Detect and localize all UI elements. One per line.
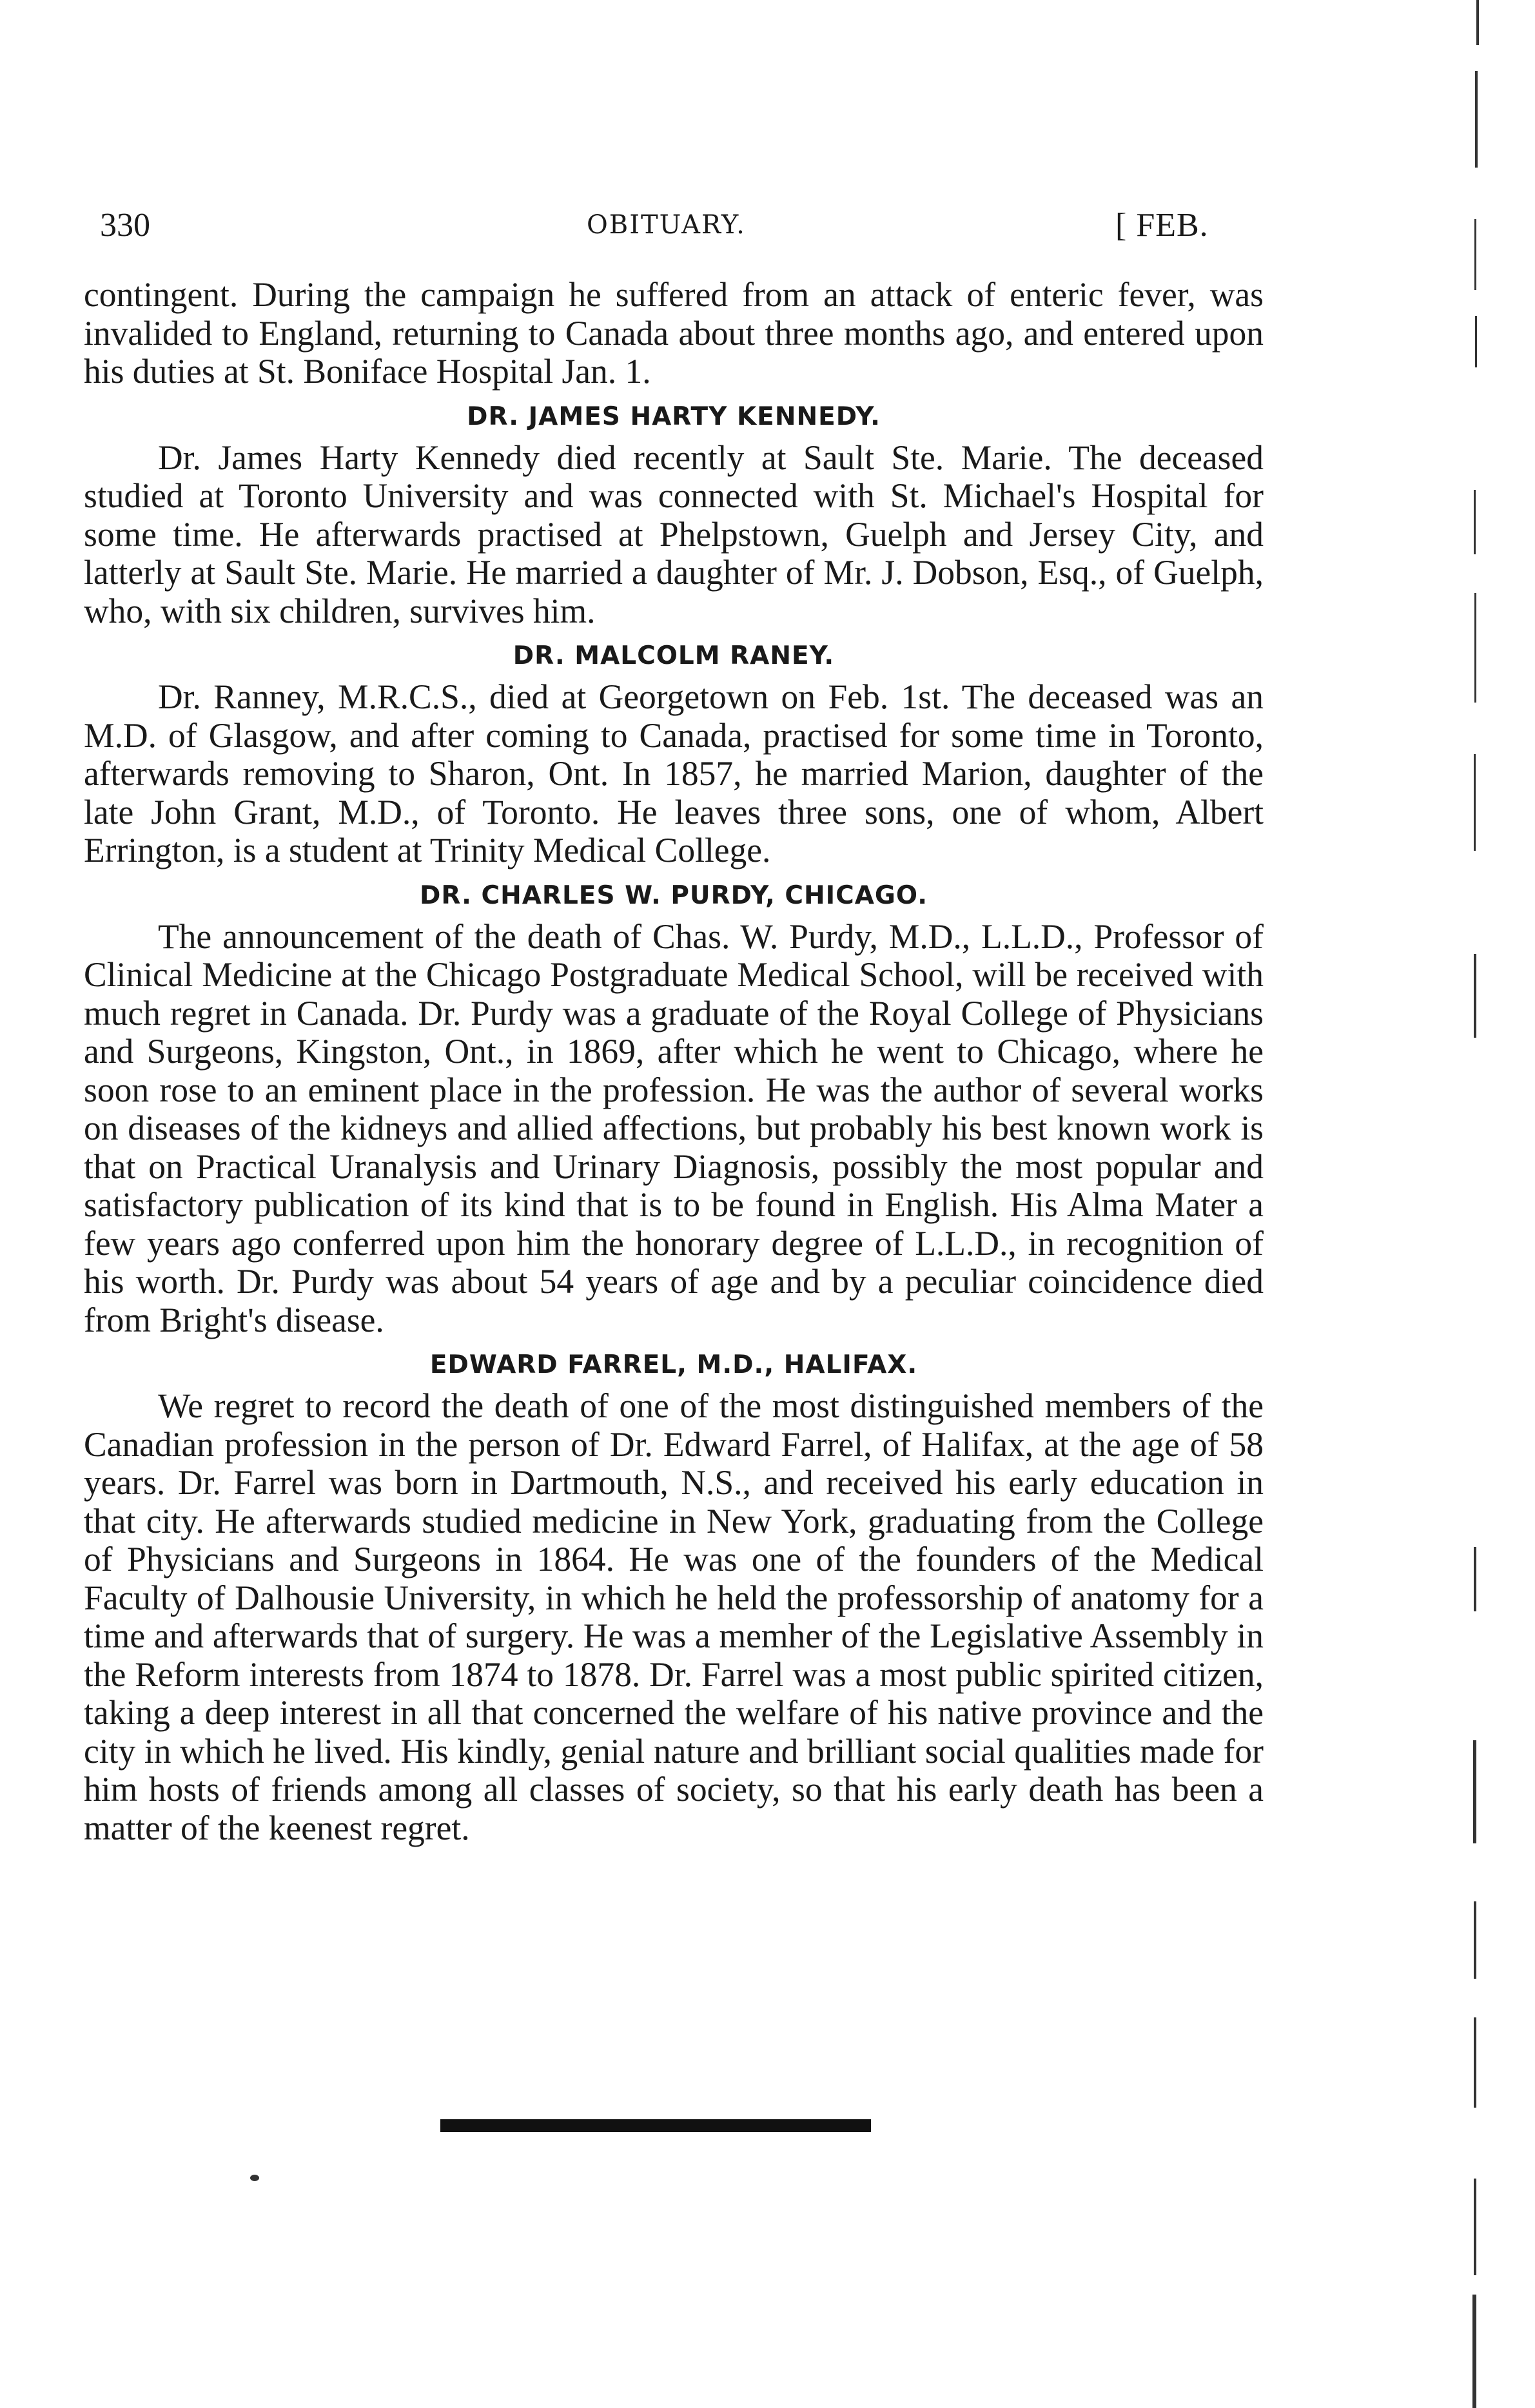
section-title: OBITUARY. <box>587 210 746 240</box>
scan-margin-mark <box>1473 1740 1476 1843</box>
scan-margin-mark <box>1475 71 1478 168</box>
scan-margin-mark <box>1474 2017 1476 2108</box>
obituary-heading-kennedy: DR. JAMES HARTY KENNEDY. <box>467 402 881 431</box>
obituary-text-raney: Dr. Ranney, M.R.C.S., died at Georgetown on Feb. 1st. The deceased was an M.D. of Glasgow, and after coming to Canada, practised for some time in Toronto, afterwards removing to Sharon, Ont. In 1857, he married Marion, daughter of the late John Grant, M.D., of Toronto. He leaves three sons, one of whom, Albert Errington, is a student at Trinity Medical College. <box>84 677 1264 869</box>
intro-paragraph: contingent. During the campaign he suffered from an attack of enteric fever, was invalided to England, returning to Canada about three months ago, and entered upon his duties at St. Boniface Hospital Jan. 1. <box>84 275 1264 391</box>
scan-margin-mark <box>1476 0 1479 45</box>
scan-speck <box>250 2175 259 2181</box>
scan-margin-mark <box>1474 490 1476 554</box>
scan-margin-mark <box>1474 2179 1476 2275</box>
scan-margin-mark <box>1474 219 1476 290</box>
obituary-text-farrel: We regret to record the death of one of the most distinguished members of the Canadian profession in the person of Dr. Edward Farrel, of Halifax, at the age of 58 years. Dr. Farrel was born in Dartmouth, N.S., and received his early education in that city. He afterwards studied medicine in New York, graduating from the College of Physicians and Surgeons in 1864. He was one of the founders of the Medical Faculty of Dalhousie University, in which he held the professorship of anatomy for a time and afterwards that of surgery. He was a memher of the Legislative Assembly in the Reform interests from 1874 to 1878. Dr. Farrel was a most public spirited citizen, taking a deep interest in all that concerned the welfare of his native province and the city in which he lived. His kindly, genial nature and brilliant social qualities made for him hosts of friends among all classes of society, so that his early death has been a matter of the keenest regret. <box>84 1386 1264 1847</box>
obituary-heading-purdy: DR. CHARLES W. PURDY, CHICAGO. <box>419 880 928 910</box>
obituary-text-kennedy: Dr. James Harty Kennedy died recently at Sault Ste. Marie. The deceased studied at Toronto University and was connected with St. Michael's Hospital for some time. He afterwards practised at Phelpstown, Guelph and Jersey City, and latterly at Sault Ste. Marie. He married a daughter of Mr. J. Dobson, Esq., of Guelph, who, with six children, survives him. <box>84 438 1264 630</box>
running-head-month: [ FEB. <box>1115 207 1209 244</box>
scan-margin-mark <box>1474 593 1476 703</box>
obituary-heading-farrel: EDWARD FARREL, M.D., HALIFAX. <box>429 1350 918 1379</box>
scan-margin-mark <box>1474 1901 1476 1979</box>
obituary-text-purdy: The announcement of the death of Chas. W. Purdy, M.D., L.L.D., Professor of Clinical Medicine at the Chicago Postgraduate Medical School, will be received with much regret in Canada. Dr. Purdy was a graduate of the Royal College of Physicians and Surgeons, Kingston, Ont., in 1869, after which he went to Chicago, where he soon rose to an eminent place in the profession. He was the author of several works on diseases of the kidneys and allied affections, but probably his best known work is that on Practical Uranalysis and Urinary Diagnosis, possibly the most popular and satisfactory publication of its kind that is to be found in English. His Alma Mater a few years ago conferred upon him the honorary degree of L.L.D., in recognition of his worth. Dr. Purdy was about 54 years of age and by a peculiar coincidence died from Bright's disease. <box>84 917 1264 1339</box>
page-number: 330 <box>100 207 150 244</box>
text-body <box>84 276 1264 1847</box>
running-head <box>84 206 1244 251</box>
scan-margin-mark <box>1472 2295 1476 2408</box>
scan-margin-mark <box>1475 316 1477 367</box>
obituary-heading-raney: DR. MALCOLM RANEY. <box>513 641 835 670</box>
scan-margin-mark <box>1474 954 1476 1038</box>
end-rule <box>440 2119 871 2132</box>
scan-margin-mark <box>1474 1547 1476 1611</box>
scan-margin-mark <box>1474 754 1476 851</box>
